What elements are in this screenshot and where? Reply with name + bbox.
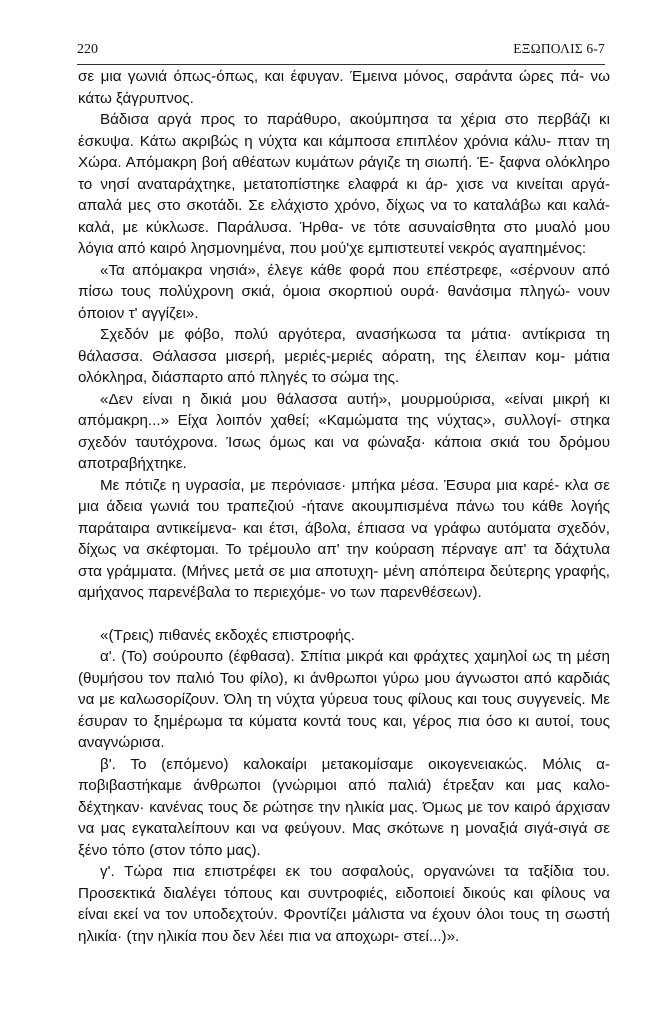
header-rule [77,64,605,65]
paragraph: «Τα απόμακρα νησιά», έλεγε κάθε φορά που επέστρεφε, «σέρνουν από πίσω τους πολύχρονη σκιά, όμοια σκορπιού ουρά· θανάσιμα πληγώ- νουν όποιον τ' αγγίζει». [78,261,610,322]
paragraph: «Δεν είναι η δικιά μου θάλασσα αυτή», μουρμούρισα, «είναι μικρή κι απόμακρη...» Είχα λοιπόν χαθεί; «Καμώματα της νύχτας», συλλογί- στηκα σχεδόν ταυτόχρονα. Ίσως όμως και να φώναξα· κάποια σκιά του δρόμου αποτραβήχτηκε. [78,390,610,472]
section-gap [78,604,610,625]
paragraph: Σχεδόν με φόβο, πολύ αργότερα, ανασήκωσα τα μάτια· αντίκρισα τη θάλασσα. Θάλασσα μισερή, μεριές-μεριές αόρατη, της έλειπαν κομ- μάτια ολόκληρα, διάσπαρτο από πληγές το σώμα της. [78,326,610,386]
paragraph: Βάδισα αργά προς το παράθυρο, ακούμπησα τα χέρια στο περβάζι κι έσκυψα. Κάτω ακριβώς η νύχτα και κάμποσα επιπλέον χρόνια κάλυ- πταν τη Χώρα. Απόμακρη βοή αθέατων κυμάτων ράγιζε τη σιωπή. Έ- ξαφνα ολόκληρο το νησί αναταράχτηκε, μετατοπίστηκε ελαφρά κι άρ- χισε να κινείται αργά-απαλά μες στο σκοτάδι. Σε ελάχιστο χρόνο, δίχως να το καταλάβω και καλά-καλά, με κύκλωσε. Παράλυσα. Ήρθα- νε τότε ασυναίσθητα στο μυαλό μου λόγια από καιρό λησμονημένα, που μού'χε εμπιστευτεί νεκρός αγαπημένος: [78,111,610,257]
paragraph: β'. Το (επόμενο) καλοκαίρι μετακομίσαμε οικογενειακώς. Μόλις α- ποβιβαστήκαμε άνθρωποι (γνώριμοι από παλιά) έτρεξαν και μας καλο- δέχτηκαν· κανένας τους δε ρώτησε την ηλικία μας. Όμως με τον καιρό άρχισαν να μας εγκαταλείπουν και να φεύγουν. Μας σκότωνε η μοναξιά σιγά-σιγά σε ξένο τόπο (στον τόπο μας). [78,755,610,859]
paragraph: γ'. Τώρα πια επιστρέφει εκ του ασφαλούς, οργανώνει τα ταξίδια του. Προσεκτικά διαλέγει τόπους και συντροφιές, ειδοποιεί δικούς και φίλους να είναι εκεί να τον υποδεχτούν. Φροντίζει μάλιστα να έχουν όλοι τους τη σωστή ηλικία· (την ηλικία που δεν λέει πια να αποχωρι- στεί...)». [78,863,610,945]
paragraph: Με πότιζε η υγρασία, με περόνιασε· μπήκα μέσα. Έσυρα μια καρέ- κλα σε μια άδεια γωνιά του τραπεζιού -ήτανε ακουμπισμένα πάνω του κάθε λογής παράταιρα αντικείμενα- και έτσι, άβολα, έπιασα να γράφω αυτόματα σχεδόν, δίχως να σκέφτομαι. Το τρέμουλο απ' την κούραση πέρναγε απ' τα δάχτυλα στα γράμματα. (Μήνες μετά σε μια αποτυχη- μένη απόπειρα δεύτερης γραφής, αμήχανος παρενέβαλα το περιεχόμε- νο των παρενθέσεων). [78,476,610,601]
running-title: ΕΞΩΠΟΛΙΣ 6-7 [513,41,605,56]
page-number: 220 [77,42,98,57]
paragraph: «(Τρεις) πιθανές εκδοχές επιστροφής. [100,626,356,644]
paragraph: α'. (Το) σούρουπο (έφθασα). Σπίτια μικρά και φράχτες χαμηλοί ως τη μέση (θυμήσου τον παλιό Του φίλο), κι άνθρωποι γύρω μου άγνωστοι από καρδιάς να με καλωσορίζουν. Όλη τη νύχτα γύρευα τους φίλους και τους συγγενείς. Με έσυραν το ξημέρωμα τα κύματα κοντά τους και, γέρος πια όσο κι αυτοί, τους αναγνώρισα. [78,648,610,751]
page-header [77,41,605,58]
paragraph: σε μια γωνιά όπως-όπως, και έφυγαν. Έμεινα μόνος, σαράντα ώρες πά- νω κάτω ξάγρυπνος. [78,68,610,107]
page-body [78,66,610,947]
